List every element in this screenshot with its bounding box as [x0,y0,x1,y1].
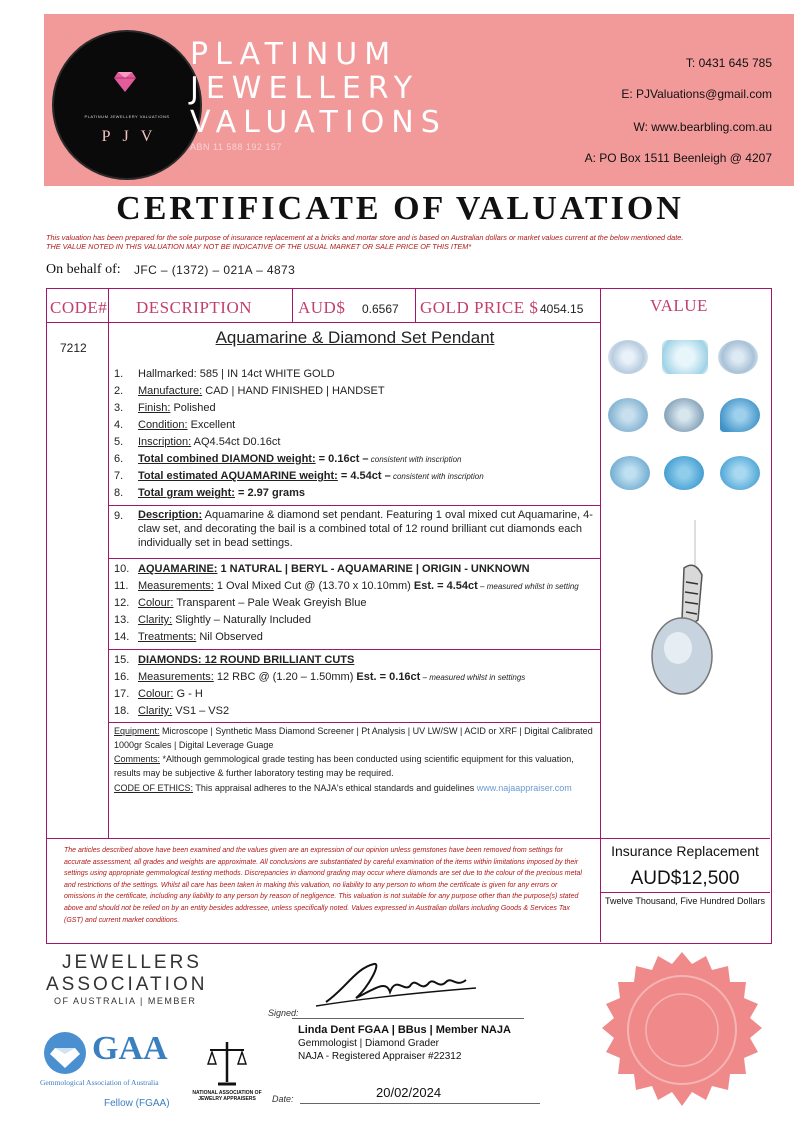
gem-image [718,340,758,374]
embossed-seal-icon [592,950,772,1118]
list-item: 16. Measurements: 12 RBC @ (1.20 – 1.50mm) Est. = 0.16ct – measured whilst in settings [114,671,526,683]
desc-aud-divider [292,288,293,322]
section-divider [108,558,600,559]
logo-small-text: PLATINUM JEWELLERY VALUATIONS [84,114,170,119]
gem-image [610,456,650,490]
table-footer-divider [46,838,770,839]
aud-rate: 0.6567 [362,302,399,316]
brand-name [190,38,447,140]
equipment-text: Equipment: Microscope | Synthetic Mass Diamond Screener | Pt Analysis | UV LW/SW | ACID or XRF | Digital Calibrated 1000gr Scales | Digital Leverage Guage [114,726,593,750]
list-item: 11. Measurements: 1 Oval Mixed Cut @ (13.70 x 10.10mm) Est. = 4.54ct – measured whilst in setting [114,580,579,592]
gem-image [662,340,708,374]
brand-line-3: VALUATIONS [190,105,447,140]
gem-image [664,456,704,490]
brand-line-2: JEWELLERY [190,71,420,106]
brand-line-1: PLATINUM [190,37,398,72]
footer-disclaimer: The articles described above have been examined and the values given are an expression of our opinion unless gemstones have been removed from settings for accurate assessment, all grades and weights are approximate. All conclusions are substantiated by careful examination of the items within limitations imposed by their settings using appropriate gemmological testing methods. Discrepancies in diamond grading may occur where diamonds are set due to the colour of the precious metal and restrictions of the settings. Whilst all care has been taken in making this valuation, no liability to any person to whom the certificate is given for any errors or omissions in the certificate, including any liability to any person by reason of negligence. This valuation is not suitable for any purpose other than the purpose(s) stated above and should not be relied on by an entity besides addressee, unless specifically noted. Values expressed in Australian dollars including Goods & Services Tax (GST) and current market conditions. [64,847,582,924]
gaa-logo-text: GAA [92,1030,168,1067]
insurance-value-words: Twelve Thousand, Five Hundred Dollars [605,896,765,906]
date-label: Date: [272,1094,294,1104]
list-item: 6. Total combined DIAMOND weight: = 0.16ct – consistent with inscription [114,453,462,465]
scales-icon [206,1038,248,1088]
behalf-value: JFC – (1372) – 021A – 4873 [134,263,296,277]
gem-image [664,398,704,432]
list-item: 15. DIAMONDS: 12 ROUND BRILLIANT CUTS [114,654,355,666]
contact-website: W: www.bearbling.com.au [633,120,772,134]
code-column-divider [108,288,109,838]
gem-image [720,456,760,490]
list-item: 14. Treatments: Nil Observed [114,631,263,643]
list-item: 12. Colour: Transparent – Pale Weak Greyish Blue [114,597,367,609]
code-header: CODE# [50,298,108,317]
abn-number: ABN 11 588 192 157 [190,142,282,152]
signature-line [292,1018,524,1019]
description-header: DESCRIPTION [136,298,253,317]
gold-price-value: 4054.15 [540,302,584,316]
product-title: Aquamarine & Diamond Set Pendant [215,328,495,347]
list-item: 10. AQUAMARINE: 1 NATURAL | BERYL - AQUAMARINE | ORIGIN - UNKNOWN [114,563,530,575]
gaa-fellow-badge: Fellow (FGAA) [104,1098,170,1109]
item-code: 7212 [60,341,87,355]
list-item: 7. Total estimated AQUAMARINE weight: = 4.54ct – consistent with inscription [114,470,484,482]
insurance-value: AUD$12,500 [630,868,740,889]
diamond-icon [114,72,136,92]
date-value: 20/02/2024 [376,1085,442,1100]
jaa-line-1: JEWELLERS [62,952,202,973]
list-item: 17. Colour: G - H [114,688,203,700]
gaa-emblem-icon [42,1030,88,1076]
pendant-photo [640,520,720,700]
ethics-text: CODE OF ETHICS: This appraisal adheres to the NAJA's ethical standards and guidelines www.najaappraiser.com [114,783,572,793]
list-item: 13. Clarity: Slightly – Naturally Included [114,614,312,626]
naja-website-link[interactable]: www.najaappraiser.com [474,783,572,793]
section-divider [108,505,600,506]
signer-name: Linda Dent FGAA | BBus | Member NAJA [298,1024,511,1036]
gem-image [608,340,648,374]
list-item: 5. Inscription: AQ4.54ct D0.16ct [114,436,281,448]
list-item: 4. Condition: Excellent [114,419,236,431]
gem-image [608,398,648,432]
list-item: 18. Clarity: VS1 – VS2 [114,705,230,717]
jaa-line-3: OF AUSTRALIA | MEMBER [54,996,197,1006]
gem-image [720,398,760,432]
aud-header: AUD$ [298,298,346,317]
contact-address: A: PO Box 1511 Beenleigh @ 4207 [584,151,772,165]
list-item: 3. Finish: Polished [114,402,216,414]
list-item-number: 9. [114,510,124,522]
naja-logo-text: NATIONAL ASSOCIATION OF JEWELRY APPRAISERS [192,1090,262,1102]
insurance-divider-line [600,892,770,893]
date-line [300,1103,540,1104]
section-divider [108,649,600,650]
insurance-divider [600,838,601,942]
gaa-subtitle: Gemmological Association of Australia [40,1078,159,1087]
value-header: VALUE [650,296,708,315]
disclaimer-line-1: This valuation has been prepared for the sole purpose of insurance replacement at a bricks and mortar store and is based on Australian dollars or market values current at the below mentioned date. [46,233,684,242]
list-item: 8. Total gram weight: = 2.97 grams [114,487,305,499]
behalf-label: On behalf of: [46,262,121,277]
letterhead-banner [44,14,794,186]
list-item: 1. Hallmarked: 585 | IN 14ct WHITE GOLD [114,368,335,380]
pjv-logo [52,30,202,180]
contact-email: E: PJValuations@gmail.com [621,87,772,101]
aud-gold-divider [415,288,416,322]
header-divider [46,322,600,323]
list-item: 2. Manufacture: CAD | HAND FINISHED | HANDSET [114,385,385,397]
signature-mark [316,958,486,1014]
insurance-title: Insurance Replacement [611,843,759,859]
gold-price-header: GOLD PRICE $ [420,298,539,317]
section-divider [108,722,600,723]
signer-registration: NAJA - Registered Appraiser #22312 [298,1051,462,1062]
top-disclaimer [46,233,786,251]
description-paragraph: Description: Aquamarine & diamond set pendant. Featuring 1 oval mixed cut Aquamarine, 4-claw set, and decorating the bail is a combined total of 12 round brilliant cut diamonds each individually set in bead settings. [138,509,593,549]
logo-monogram: PJV [101,128,165,145]
document-title: CERTIFICATE OF VALUATION [116,190,684,227]
comments-text: Comments: *Although gemmological grade testing has been conducted using scientific equipment for this valuation, results may be subjective & further laboratory testing may be required. [114,754,574,778]
contact-phone: T: 0431 645 785 [685,56,772,70]
signed-label: Signed: [268,1008,299,1018]
jaa-line-2: ASSOCIATION [46,974,208,995]
signer-role: Gemmologist | Diamond Grader [298,1038,439,1049]
disclaimer-line-2: THE VALUE NOTED IN THIS VALUATION MAY NOT BE INDICATIVE OF THE USUAL MARKET OR SALE PRICE OF THIS ITEM* [46,242,472,251]
